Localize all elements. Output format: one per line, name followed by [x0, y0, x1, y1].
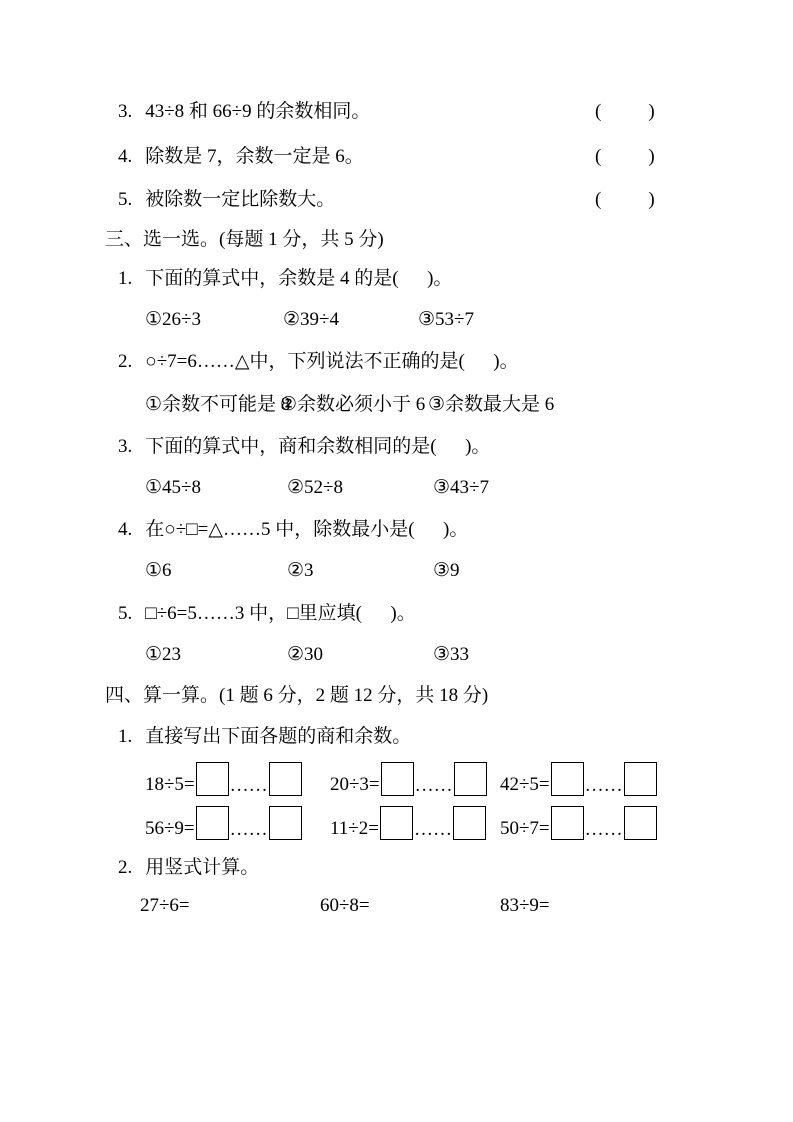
fill-expression: 11÷2= — [330, 818, 379, 839]
option-3: ③33 — [433, 644, 470, 665]
remainder-box[interactable] — [624, 762, 657, 796]
judge-item-text: 除数是 7，余数一定是 6。 — [145, 146, 364, 167]
section-heading-choice: 三、选一选。(每题 1 分，共 5 分) — [105, 229, 384, 250]
option-2: ②52÷8 — [287, 477, 343, 498]
question-number: 2. — [118, 351, 133, 372]
answer-bracket[interactable]: ( ) — [595, 101, 656, 122]
remainder-dots: …… — [229, 819, 268, 840]
fill-expression: 56÷9= — [145, 818, 195, 839]
item-number: 5. — [118, 189, 133, 210]
option-2: ②3 — [287, 560, 314, 581]
question-text: ○÷7=6……△中，下列说法不正确的是( )。 — [145, 351, 519, 372]
option-3: ③9 — [433, 560, 460, 581]
vertical-calc-expression: 60÷8= — [320, 895, 370, 916]
question-number: 1. — [118, 268, 133, 289]
question-line — [118, 349, 519, 374]
remainder-box[interactable] — [454, 762, 487, 796]
remainder-dots: …… — [229, 775, 268, 796]
fill-expression: 50÷7= — [500, 818, 550, 839]
option-1: ①余数不可能是 8 — [145, 394, 291, 415]
option-3: ③余数最大是 6 — [428, 394, 555, 415]
judge-item — [118, 99, 370, 124]
remainder-dots: …… — [584, 819, 623, 840]
remainder-box[interactable] — [453, 806, 486, 840]
fill-item — [500, 762, 658, 796]
item-text: 直接写出下面各题的商和余数。 — [145, 726, 412, 747]
question-text: 下面的算式中，余数是 4 的是( )。 — [145, 268, 453, 289]
question-line — [118, 517, 468, 542]
quotient-box[interactable] — [551, 806, 584, 840]
fill-item — [145, 762, 303, 796]
item-number: 4. — [118, 146, 133, 167]
item-number: 2. — [118, 857, 133, 878]
judge-item — [118, 187, 335, 212]
remainder-dots: …… — [414, 775, 453, 796]
calc-item2-title — [118, 855, 259, 880]
section-heading-calc: 四、算一算。(1 题 6 分，2 题 12 分，共 18 分) — [105, 685, 489, 706]
question-line — [118, 434, 490, 459]
item-text: 用竖式计算。 — [145, 857, 260, 878]
option-1: ①6 — [145, 560, 172, 581]
calc-item1-title — [118, 724, 411, 749]
fill-expression: 20÷3= — [330, 774, 380, 795]
option-2: ②余数必须小于 6 — [280, 394, 426, 415]
answer-bracket[interactable]: ( ) — [595, 189, 656, 210]
remainder-dots: …… — [584, 775, 623, 796]
question-line — [118, 266, 452, 291]
option-1: ①26÷3 — [145, 309, 201, 330]
judge-item — [118, 144, 364, 169]
fill-item — [500, 806, 658, 840]
item-number: 1. — [118, 726, 133, 747]
fill-item — [330, 762, 488, 796]
vertical-calc-expression: 83÷9= — [500, 895, 550, 916]
remainder-box[interactable] — [624, 806, 657, 840]
fill-expression: 42÷5= — [500, 774, 550, 795]
quotient-box[interactable] — [196, 762, 229, 796]
option-2: ②30 — [287, 644, 324, 665]
fill-expression: 18÷5= — [145, 774, 195, 795]
judge-item-text: 被除数一定比除数大。 — [145, 189, 336, 210]
question-text: 在○÷□=△……5 中，除数最小是( )。 — [145, 519, 469, 540]
remainder-dots: …… — [413, 819, 452, 840]
question-text: 下面的算式中，商和余数相同的是( )。 — [145, 436, 491, 457]
answer-bracket[interactable]: ( ) — [595, 146, 656, 167]
fill-item — [330, 806, 487, 840]
option-1: ①23 — [145, 644, 182, 665]
remainder-box[interactable] — [269, 762, 302, 796]
option-1: ①45÷8 — [145, 477, 201, 498]
question-text: □÷6=5……3 中，□里应填( )。 — [145, 603, 416, 624]
judge-item-text: 43÷8 和 66÷9 的余数相同。 — [145, 101, 371, 122]
question-line — [118, 601, 416, 626]
quotient-box[interactable] — [380, 806, 413, 840]
remainder-box[interactable] — [269, 806, 302, 840]
option-3: ③43÷7 — [433, 477, 489, 498]
quotient-box[interactable] — [381, 762, 414, 796]
question-number: 5. — [118, 603, 133, 624]
question-number: 4. — [118, 519, 133, 540]
quotient-box[interactable] — [551, 762, 584, 796]
option-2: ②39÷4 — [283, 309, 339, 330]
question-number: 3. — [118, 436, 133, 457]
option-3: ③53÷7 — [418, 309, 474, 330]
vertical-calc-expression: 27÷6= — [140, 895, 190, 916]
quotient-box[interactable] — [196, 806, 229, 840]
item-number: 3. — [118, 101, 133, 122]
fill-item — [145, 806, 303, 840]
